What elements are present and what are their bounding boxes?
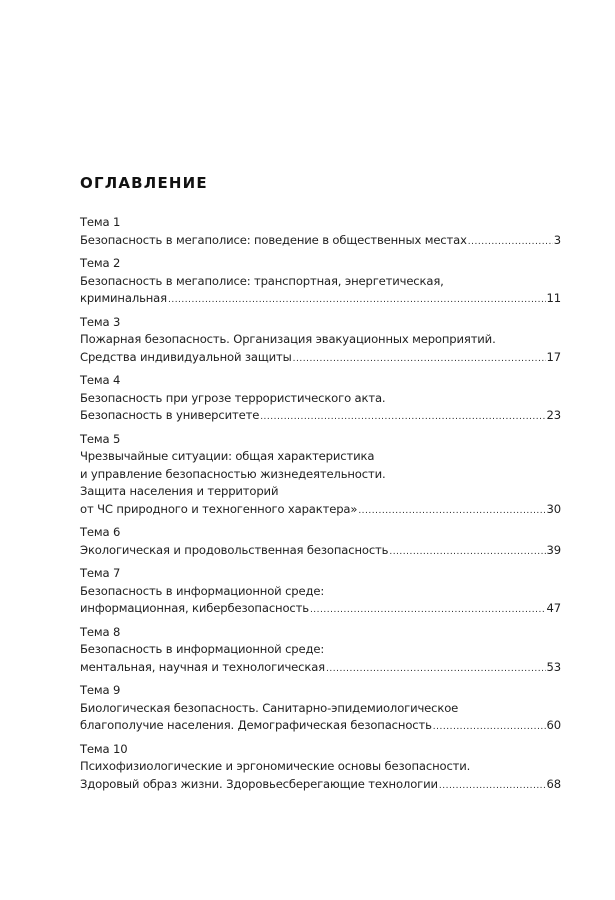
leader-dots xyxy=(168,292,546,310)
toc-entry-label: Тема 6 xyxy=(80,525,121,539)
page-number: 23 xyxy=(546,408,561,422)
toc-entry[interactable] xyxy=(80,741,561,796)
leader-dots xyxy=(439,778,546,796)
leader-dots xyxy=(468,234,553,252)
toc-entry-label: Тема 10 xyxy=(80,741,128,756)
toc-entry-label: Тема 3 xyxy=(80,314,121,329)
toc-entry-title-line: Безопасность в информационной среде: xyxy=(80,642,325,656)
toc-entry-title-line: Пожарная безопасность. Организация эвакуационных мероприятий. xyxy=(80,332,496,346)
toc-entry-title-line: Безопасность в мегаполисе: поведение в общественных местах xyxy=(80,232,467,247)
page-number: 39 xyxy=(546,542,561,557)
leader-dots xyxy=(310,602,546,620)
toc-entry-title-line: ментальная, научная и технологическая xyxy=(80,659,325,674)
page-number: 11 xyxy=(546,291,561,305)
page-number: 17 xyxy=(546,349,561,364)
toc-entry-title-line: информационная, кибербезопасность xyxy=(80,601,309,615)
toc-entry-final-line xyxy=(80,542,561,562)
toc-entry-label: Тема 8 xyxy=(80,624,121,639)
toc-entry-label: Тема 7 xyxy=(80,566,121,580)
toc-entry-final-line xyxy=(80,349,561,369)
leader-dots xyxy=(260,409,545,427)
page-number: 30 xyxy=(546,501,561,516)
page-number: 68 xyxy=(546,776,561,791)
toc-entry-final-line xyxy=(80,290,561,310)
table-of-contents xyxy=(80,174,561,799)
toc-entry-final-line xyxy=(80,232,561,252)
toc-entry-title-line: Экологическая и продовольственная безопасность xyxy=(80,542,389,557)
toc-entry-title-line: криминальная xyxy=(80,291,167,305)
toc-entry-title-line: от ЧС природного и техногенного характера» xyxy=(80,501,358,516)
toc-entry[interactable] xyxy=(80,565,561,620)
toc-entry-label: Тема 9 xyxy=(80,683,121,697)
toc-entry-title-line: Здоровый образ жизни. Здоровьесберегающие технологии xyxy=(80,776,438,791)
toc-entry-title-line: Защита населения и территорий xyxy=(80,484,279,498)
toc-entry[interactable] xyxy=(80,255,561,310)
toc-entry[interactable] xyxy=(80,431,561,521)
page-number: 60 xyxy=(546,718,561,732)
toc-entry-title-line: Безопасность при угрозе террористического акта. xyxy=(80,390,386,405)
toc-entry-title-line: Безопасность в мегаполисе: транспортная, энергетическая, xyxy=(80,273,444,288)
toc-entry-final-line xyxy=(80,659,561,679)
toc-entry[interactable] xyxy=(80,524,561,561)
toc-entry-final-line xyxy=(80,407,561,427)
page-number: 47 xyxy=(546,601,561,615)
toc-entry[interactable] xyxy=(80,214,561,251)
leader-dots xyxy=(293,351,546,369)
leader-dots xyxy=(358,503,545,521)
toc-entry-title-line: Биологическая безопасность. Санитарно-эпидемиологическое xyxy=(80,700,459,715)
toc-list xyxy=(80,214,561,795)
page-title: ОГЛАВЛЕНИЕ xyxy=(80,174,208,192)
page-number: 53 xyxy=(546,659,561,674)
toc-entry-label: Тема 2 xyxy=(80,256,121,270)
toc-entry-title-line: Средства индивидуальной защиты xyxy=(80,349,292,364)
toc-entry[interactable] xyxy=(80,314,561,369)
leader-dots xyxy=(326,661,546,679)
toc-entry-label: Тема 4 xyxy=(80,373,121,387)
toc-entry-title-line: Безопасность в информационной среде: xyxy=(80,583,325,598)
toc-entry-final-line xyxy=(80,501,561,521)
leader-dots xyxy=(389,544,545,562)
toc-entry-title-line: Чрезвычайные ситуации: общая характеристика xyxy=(80,449,375,463)
toc-entry-title-line: Безопасность в университете xyxy=(80,408,260,422)
toc-entry-title-line: Психофизиологические и эргономические основы безопасности. xyxy=(80,759,471,773)
toc-entry-final-line xyxy=(80,776,561,796)
toc-entry-final-line xyxy=(80,717,561,737)
page-number: 3 xyxy=(553,232,561,247)
toc-entry-label: Тема 5 xyxy=(80,431,121,446)
toc-entry[interactable] xyxy=(80,682,561,737)
toc-entry[interactable] xyxy=(80,624,561,679)
toc-entry-title-line: благополучие населения. Демографическая безопасность xyxy=(80,718,432,732)
leader-dots xyxy=(433,719,546,737)
toc-entry-final-line xyxy=(80,600,561,620)
toc-entry-label: Тема 1 xyxy=(80,215,121,229)
toc-entry[interactable] xyxy=(80,372,561,427)
toc-entry-title-line: и управление безопасностью жизнедеятельности. xyxy=(80,466,386,481)
